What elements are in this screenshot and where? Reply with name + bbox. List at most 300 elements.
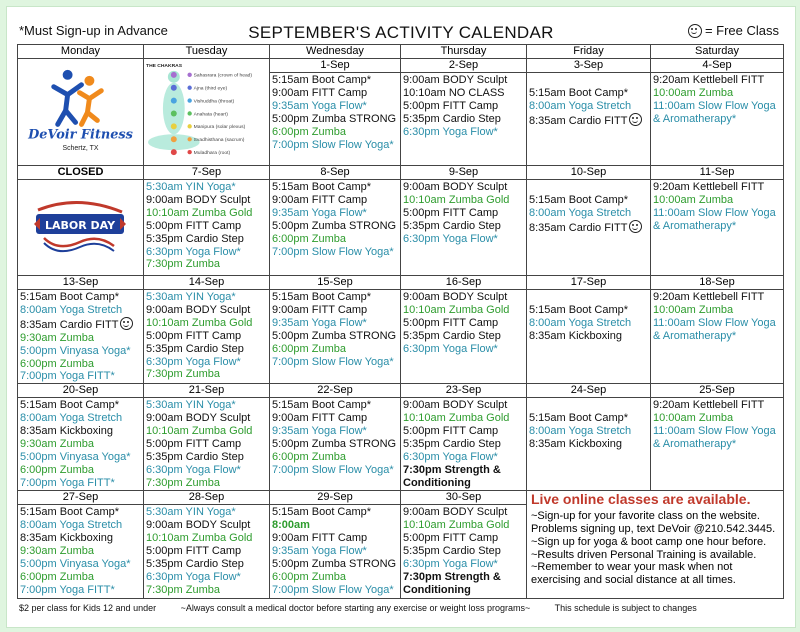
date-header: 28-Sep bbox=[144, 491, 269, 505]
class-entry bbox=[272, 139, 400, 152]
day-cell bbox=[527, 59, 651, 166]
class-entry-text: & Aromatherapy* bbox=[653, 112, 737, 125]
class-entry bbox=[653, 113, 783, 126]
class-entry bbox=[653, 438, 783, 451]
class-entry bbox=[403, 584, 526, 597]
class-entry-text: 5:30am YIN Yoga* bbox=[146, 291, 236, 303]
class-entry bbox=[20, 545, 143, 558]
class-entry bbox=[272, 451, 400, 464]
class-list bbox=[270, 290, 400, 368]
page-title: SEPTEMBER'S ACTIVITY CALENDAR bbox=[248, 23, 554, 42]
class-entry-text: 9:35am Yoga Flow* bbox=[272, 206, 367, 219]
live-classes-line: ~Sign-up for your favorite class on the website. bbox=[531, 510, 760, 523]
class-entry bbox=[403, 519, 526, 532]
class-entry-text: 5:35pm Cardio Step bbox=[146, 342, 244, 355]
class-entry-text: 11:00am Slow Flow Yoga bbox=[653, 206, 776, 219]
class-entry bbox=[653, 100, 783, 113]
class-entry bbox=[20, 291, 143, 304]
class-entry-text: 5:15am Boot Camp* bbox=[529, 303, 629, 316]
class-entry bbox=[146, 532, 269, 545]
class-entry-text: 8:35am Cardio FITT bbox=[529, 114, 628, 127]
class-entry bbox=[20, 438, 143, 451]
class-entry-text: 5:35pm Cardio Step bbox=[403, 438, 501, 451]
chakra-dot bbox=[171, 123, 177, 129]
class-entry bbox=[653, 291, 783, 304]
class-entry-text: 7:00pm Yoga FITT* bbox=[20, 370, 115, 383]
chakra-label: Svadhisthana (sacrum) bbox=[193, 138, 245, 144]
class-entry-text: 8:00am Yoga Stretch bbox=[529, 316, 632, 329]
class-entry bbox=[272, 74, 400, 87]
chakra-label: Muladhara (root) bbox=[193, 150, 231, 156]
class-entry-text: 7:30pm Zumba bbox=[146, 476, 220, 489]
class-entry-text: 7:30pm Zumba bbox=[146, 368, 220, 381]
class-entry bbox=[272, 412, 400, 425]
class-entry bbox=[403, 558, 526, 571]
day-cell bbox=[651, 166, 784, 276]
class-entry-text: 5:15am Boot Camp* bbox=[272, 399, 372, 412]
class-entry bbox=[529, 317, 650, 330]
class-entry-text: 7:00pm Slow Flow Yoga* bbox=[272, 245, 394, 258]
class-entry-text: 10:10am NO CLASS bbox=[403, 86, 505, 99]
class-list bbox=[527, 73, 650, 128]
devoir-fitness-logo bbox=[18, 59, 143, 165]
class-entry-text: 10:10am Zumba Gold bbox=[146, 425, 253, 438]
class-entry bbox=[529, 304, 650, 317]
day-cell bbox=[651, 59, 784, 166]
class-entry bbox=[272, 356, 400, 369]
class-entry bbox=[272, 220, 400, 233]
class-entry bbox=[403, 464, 526, 477]
class-entry-text: 6:00pm Zumba bbox=[272, 570, 346, 583]
class-entry bbox=[146, 181, 269, 194]
class-list bbox=[527, 398, 650, 451]
class-entry-text: 6:00pm Zumba bbox=[20, 357, 94, 370]
class-entry-text: 7:30pm Strength & bbox=[403, 570, 501, 583]
class-entry bbox=[403, 233, 526, 246]
class-entry bbox=[529, 87, 650, 100]
class-entry bbox=[20, 584, 143, 597]
class-entry-text: 5:30am YIN Yoga* bbox=[146, 506, 236, 519]
class-entry-text: 7:30pm Zumba bbox=[146, 583, 220, 596]
class-list bbox=[401, 505, 526, 596]
class-entry bbox=[20, 304, 143, 317]
class-list bbox=[270, 180, 400, 258]
class-entry bbox=[146, 356, 269, 369]
logo-brand-text: DeVoir Fitness bbox=[28, 127, 133, 143]
class-entry-text: 9:20am Kettlebell FITT bbox=[653, 291, 765, 303]
chakra-dot bbox=[171, 149, 177, 155]
class-entry-text: 6:00pm Zumba bbox=[272, 125, 346, 138]
class-entry-text: 8:00am Yoga Stretch bbox=[20, 519, 123, 532]
chakra-label: Anahata (heart) bbox=[193, 112, 228, 118]
chakra-bullet bbox=[187, 124, 191, 128]
day-cell bbox=[144, 491, 270, 599]
class-entry bbox=[653, 74, 783, 87]
class-entry-text: 8:35am Kickboxing bbox=[529, 438, 622, 451]
week-row bbox=[18, 166, 784, 276]
class-entry bbox=[20, 370, 143, 383]
day-cell bbox=[270, 59, 401, 166]
class-entry-text: 5:00pm FITT Camp bbox=[403, 206, 499, 219]
class-entry bbox=[529, 74, 650, 87]
class-entry-text: 9:00am BODY Sculpt bbox=[146, 193, 251, 206]
class-entry-text: 5:15am Boot Camp* bbox=[272, 181, 372, 193]
weekday-header: Tuesday bbox=[144, 45, 270, 59]
class-list bbox=[18, 398, 143, 489]
class-entry bbox=[272, 545, 400, 558]
chakra-bullet bbox=[187, 73, 191, 77]
class-entry-text: 5:00pm FITT Camp bbox=[403, 532, 499, 545]
class-entry-text: 10:10am Zumba Gold bbox=[403, 193, 510, 206]
calendar-page bbox=[6, 6, 796, 628]
class-entry bbox=[272, 291, 400, 304]
class-entry bbox=[403, 304, 526, 317]
class-entry bbox=[146, 399, 269, 412]
class-entry-text: & Aromatherapy* bbox=[653, 438, 737, 451]
class-entry-text: 10:10am Zumba Gold bbox=[403, 412, 510, 425]
class-entry bbox=[403, 330, 526, 343]
class-entry-text: 8:00am bbox=[272, 519, 310, 532]
class-entry-text: 5:00pm Zumba STRONG bbox=[272, 438, 397, 451]
day-cell bbox=[144, 166, 270, 276]
class-entry-text: 5:00pm FITT Camp bbox=[146, 438, 242, 451]
chakra-bullet bbox=[187, 137, 191, 141]
class-entry-text: 5:00pm Zumba STRONG bbox=[272, 329, 397, 342]
chakra-bullet bbox=[187, 98, 191, 102]
day-cell bbox=[401, 384, 527, 491]
class-entry bbox=[403, 399, 526, 412]
class-entry bbox=[146, 545, 269, 558]
class-entry bbox=[20, 506, 143, 519]
class-entry-text: 5:00pm Zumba STRONG bbox=[272, 219, 397, 232]
class-entry-text: 9:00am BODY Sculpt bbox=[146, 519, 251, 532]
date-header: 8-Sep bbox=[270, 166, 400, 180]
live-classes-heading: Live online classes are available. bbox=[531, 491, 751, 508]
class-entry-text: 8:35am Kickboxing bbox=[529, 329, 622, 342]
class-entry-text: 10:00am Zumba bbox=[653, 86, 734, 99]
live-classes-line: ~Results driven Personal Training is available. bbox=[531, 548, 757, 561]
class-entry bbox=[146, 519, 269, 532]
class-entry-text: 10:00am Zumba bbox=[653, 303, 734, 316]
class-entry-text: 5:35pm Cardio Step bbox=[146, 450, 244, 463]
class-list bbox=[527, 180, 650, 235]
class-entry bbox=[146, 438, 269, 451]
live-classes-line: ~Remember to wear your mask when not bbox=[531, 561, 733, 574]
class-entry bbox=[403, 113, 526, 126]
class-entry-text: Conditioning bbox=[403, 583, 471, 596]
class-entry-text: 6:30pm Yoga Flow* bbox=[146, 570, 241, 583]
class-entry bbox=[146, 558, 269, 571]
class-list bbox=[270, 505, 400, 596]
chakra-dot bbox=[171, 98, 177, 104]
date-header: 22-Sep bbox=[270, 384, 400, 398]
class-entry bbox=[403, 425, 526, 438]
class-entry-text: 5:00pm Vinyasa Yoga* bbox=[20, 450, 131, 463]
class-entry-text: 9:00am BODY Sculpt bbox=[403, 506, 508, 519]
chakra-label: Sahasrara (crown of head) bbox=[193, 73, 253, 79]
class-entry bbox=[146, 291, 269, 304]
class-entry-text: 5:00pm FITT Camp bbox=[403, 316, 499, 329]
day-cell bbox=[527, 166, 651, 276]
footer bbox=[19, 603, 789, 613]
class-entry-text: 8:00am Yoga Stretch bbox=[529, 425, 632, 438]
class-entry bbox=[272, 438, 400, 451]
class-list bbox=[144, 398, 269, 489]
class-entry-text: 8:35am Cardio FITT bbox=[20, 318, 119, 331]
class-entry bbox=[272, 100, 400, 113]
class-entry-text: 9:00am FITT Camp bbox=[272, 193, 368, 206]
class-entry-text: 5:00pm FITT Camp bbox=[403, 425, 499, 438]
class-entry-text: 11:00am Slow Flow Yoga bbox=[653, 425, 776, 438]
class-entry bbox=[403, 74, 526, 87]
live-classes-box bbox=[527, 491, 783, 589]
class-entry bbox=[146, 246, 269, 259]
date-header: 7-Sep bbox=[144, 166, 269, 180]
class-entry bbox=[403, 126, 526, 139]
class-entry-text: 10:00am Zumba bbox=[653, 412, 734, 425]
class-entry bbox=[272, 194, 400, 207]
class-list bbox=[401, 398, 526, 489]
class-entry bbox=[146, 451, 269, 464]
class-entry-text: 6:30pm Yoga Flow* bbox=[146, 463, 241, 476]
class-entry-text: 5:15am Boot Camp* bbox=[529, 86, 629, 99]
class-entry-text: 5:35pm Cardio Step bbox=[403, 545, 501, 558]
date-header: 18-Sep bbox=[651, 276, 783, 290]
class-entry bbox=[146, 343, 269, 356]
class-list bbox=[144, 180, 269, 271]
class-entry bbox=[403, 317, 526, 330]
activity-calendar bbox=[17, 44, 784, 599]
class-entry-text: 8:35am Kickboxing bbox=[20, 425, 113, 438]
class-entry-text: 9:20am Kettlebell FITT bbox=[653, 74, 765, 86]
class-entry-text: 5:15am Boot Camp* bbox=[529, 193, 629, 206]
class-entry bbox=[146, 194, 269, 207]
chakra-dot bbox=[171, 111, 177, 117]
smiley-icon bbox=[688, 24, 702, 38]
class-entry-text: 9:35am Yoga Flow* bbox=[272, 316, 367, 329]
class-entry bbox=[146, 304, 269, 317]
class-entry bbox=[403, 87, 526, 100]
class-entry bbox=[20, 519, 143, 532]
class-entry bbox=[403, 207, 526, 220]
class-entry bbox=[146, 412, 269, 425]
class-entry bbox=[146, 425, 269, 438]
class-entry bbox=[653, 220, 783, 233]
date-header: 2-Sep bbox=[401, 59, 526, 73]
live-classes-line: ~Sign up for yoga & boot camp one hour before. bbox=[531, 535, 767, 548]
class-entry bbox=[403, 181, 526, 194]
class-entry-text: 5:00pm FITT Camp bbox=[146, 329, 242, 342]
class-entry-text: 10:10am Zumba Gold bbox=[146, 532, 253, 545]
week-row bbox=[18, 276, 784, 384]
date-header: 13-Sep bbox=[18, 276, 143, 290]
class-entry-text: Conditioning bbox=[403, 476, 471, 489]
class-entry bbox=[653, 425, 783, 438]
class-entry bbox=[272, 584, 400, 597]
class-entry bbox=[20, 412, 143, 425]
class-entry-text: 6:30pm Yoga Flow* bbox=[146, 245, 241, 258]
day-cell bbox=[18, 59, 144, 166]
class-entry-text: 9:00am FITT Camp bbox=[272, 303, 368, 316]
free-class-smiley-icon bbox=[120, 317, 133, 330]
class-entry-text: & Aromatherapy* bbox=[653, 219, 737, 232]
class-entry bbox=[653, 304, 783, 317]
class-entry-text: 10:00am Zumba bbox=[653, 193, 734, 206]
class-entry-text: 7:00pm Slow Flow Yoga* bbox=[272, 355, 394, 368]
class-entry-text: 6:30pm Yoga Flow* bbox=[403, 557, 498, 570]
class-entry-text: 11:00am Slow Flow Yoga bbox=[653, 316, 776, 329]
class-entry-text: 5:35pm Cardio Step bbox=[146, 232, 244, 245]
class-entry bbox=[146, 477, 269, 490]
weekday-header: Monday bbox=[18, 45, 144, 59]
week-row bbox=[18, 384, 784, 491]
class-entry-text: 9:35am Yoga Flow* bbox=[272, 425, 367, 438]
day-cell bbox=[18, 491, 144, 599]
class-entry-text: 5:00pm FITT Camp bbox=[146, 545, 242, 558]
live-classes-line: exercising and social distance at all times. bbox=[531, 574, 736, 587]
date-header: 16-Sep bbox=[401, 276, 526, 290]
date-header: 24-Sep bbox=[527, 384, 650, 398]
class-entry-text bbox=[529, 181, 532, 193]
signup-notice: *Must Sign-up in Advance bbox=[19, 23, 168, 38]
class-entry bbox=[529, 220, 650, 235]
class-entry bbox=[529, 113, 650, 128]
class-entry bbox=[272, 330, 400, 343]
class-entry bbox=[403, 545, 526, 558]
class-list bbox=[527, 290, 650, 343]
class-entry bbox=[653, 317, 783, 330]
class-entry-text: 9:30am Zumba bbox=[20, 438, 94, 451]
class-entry bbox=[20, 451, 143, 464]
day-cell bbox=[270, 166, 401, 276]
class-entry bbox=[20, 399, 143, 412]
class-entry bbox=[272, 181, 400, 194]
class-entry-text: 10:10am Zumba Gold bbox=[146, 206, 253, 219]
class-entry-text: 9:00am FITT Camp bbox=[272, 86, 368, 99]
class-entry bbox=[146, 464, 269, 477]
footer-schedule-note: This schedule is subject to changes bbox=[554, 603, 697, 613]
chakra-label: Ajna (third eye) bbox=[193, 86, 228, 92]
class-entry bbox=[653, 399, 783, 412]
class-entry-text: 8:00am Yoga Stretch bbox=[529, 99, 632, 112]
day-cell bbox=[144, 276, 270, 384]
day-cell bbox=[401, 491, 527, 599]
class-entry bbox=[403, 506, 526, 519]
class-entry-text: 9:00am FITT Camp bbox=[272, 532, 368, 545]
class-entry bbox=[403, 532, 526, 545]
weekday-header: Thursday bbox=[401, 45, 527, 59]
class-entry-text: 9:00am BODY Sculpt bbox=[403, 399, 508, 412]
class-entry-text: & Aromatherapy* bbox=[653, 329, 737, 342]
class-entry bbox=[20, 317, 143, 332]
class-entry bbox=[272, 399, 400, 412]
chakras-chart bbox=[144, 59, 269, 165]
class-entry bbox=[20, 477, 143, 490]
class-entry-text bbox=[529, 399, 532, 411]
day-cell bbox=[401, 59, 527, 166]
date-header: 10-Sep bbox=[527, 166, 650, 180]
class-list bbox=[144, 505, 269, 596]
class-entry-text: 5:00pm FITT Camp bbox=[146, 219, 242, 232]
class-entry-text: 7:00pm Slow Flow Yoga* bbox=[272, 138, 394, 151]
class-entry bbox=[272, 126, 400, 139]
class-entry bbox=[272, 532, 400, 545]
class-entry bbox=[146, 220, 269, 233]
day-cell bbox=[401, 276, 527, 384]
chakra-bullet bbox=[187, 150, 191, 154]
class-entry bbox=[529, 425, 650, 438]
chakras-title: THE CHAKRAS bbox=[146, 63, 183, 69]
date-header: 30-Sep bbox=[401, 491, 526, 505]
class-entry bbox=[403, 291, 526, 304]
class-entry bbox=[272, 425, 400, 438]
class-entry bbox=[146, 368, 269, 381]
date-header: 4-Sep bbox=[651, 59, 783, 73]
class-entry bbox=[272, 506, 400, 519]
class-entry-text: 5:15am Boot Camp* bbox=[20, 291, 120, 303]
class-entry bbox=[272, 519, 400, 532]
class-entry bbox=[653, 87, 783, 100]
class-entry-text: 7:30pm Zumba bbox=[146, 258, 220, 271]
day-cell bbox=[270, 384, 401, 491]
class-entry bbox=[20, 558, 143, 571]
class-entry-text: 6:30pm Yoga Flow* bbox=[146, 355, 241, 368]
class-list bbox=[651, 73, 783, 126]
class-entry bbox=[272, 207, 400, 220]
class-entry bbox=[529, 399, 650, 412]
day-cell bbox=[651, 276, 784, 384]
class-entry-text bbox=[529, 74, 532, 86]
weekday-header: Wednesday bbox=[270, 45, 401, 59]
class-list bbox=[401, 73, 526, 139]
class-entry-text: 6:00pm Zumba bbox=[272, 342, 346, 355]
class-entry-text: 7:30pm Strength & bbox=[403, 463, 501, 476]
class-entry-text: 5:15am Boot Camp* bbox=[529, 412, 629, 425]
class-entry bbox=[653, 412, 783, 425]
class-list bbox=[144, 290, 269, 381]
class-list bbox=[401, 180, 526, 246]
class-entry bbox=[272, 87, 400, 100]
date-header: 17-Sep bbox=[527, 276, 650, 290]
day-cell bbox=[144, 59, 270, 166]
class-entry-text: 9:35am Yoga Flow* bbox=[272, 545, 367, 558]
class-entry-text: 9:00am BODY Sculpt bbox=[146, 303, 251, 316]
class-entry-text: 6:30pm Yoga Flow* bbox=[403, 232, 498, 245]
class-entry bbox=[146, 506, 269, 519]
class-entry-text: 6:00pm Zumba bbox=[272, 232, 346, 245]
class-entry-text: 7:00pm Yoga FITT* bbox=[20, 583, 115, 596]
date-header: 3-Sep bbox=[527, 59, 650, 73]
day-cell bbox=[18, 276, 144, 384]
labor-day-text: LABOR DAY bbox=[44, 219, 116, 232]
class-entry-text: 6:30pm Yoga Flow* bbox=[403, 125, 498, 138]
date-header: 20-Sep bbox=[18, 384, 143, 398]
class-entry bbox=[272, 317, 400, 330]
class-entry bbox=[20, 425, 143, 438]
class-entry bbox=[146, 317, 269, 330]
weekday-header-row bbox=[18, 45, 784, 59]
legend-label: = Free Class bbox=[704, 23, 779, 38]
class-entry-text: 5:35pm Cardio Step bbox=[146, 557, 244, 570]
class-entry-text: 6:00pm Zumba bbox=[272, 450, 346, 463]
class-entry bbox=[20, 332, 143, 345]
day-cell bbox=[18, 384, 144, 491]
class-list bbox=[270, 398, 400, 476]
class-entry bbox=[146, 330, 269, 343]
class-entry bbox=[20, 345, 143, 358]
class-entry-text: 9:20am Kettlebell FITT bbox=[653, 399, 765, 412]
class-entry bbox=[529, 194, 650, 207]
